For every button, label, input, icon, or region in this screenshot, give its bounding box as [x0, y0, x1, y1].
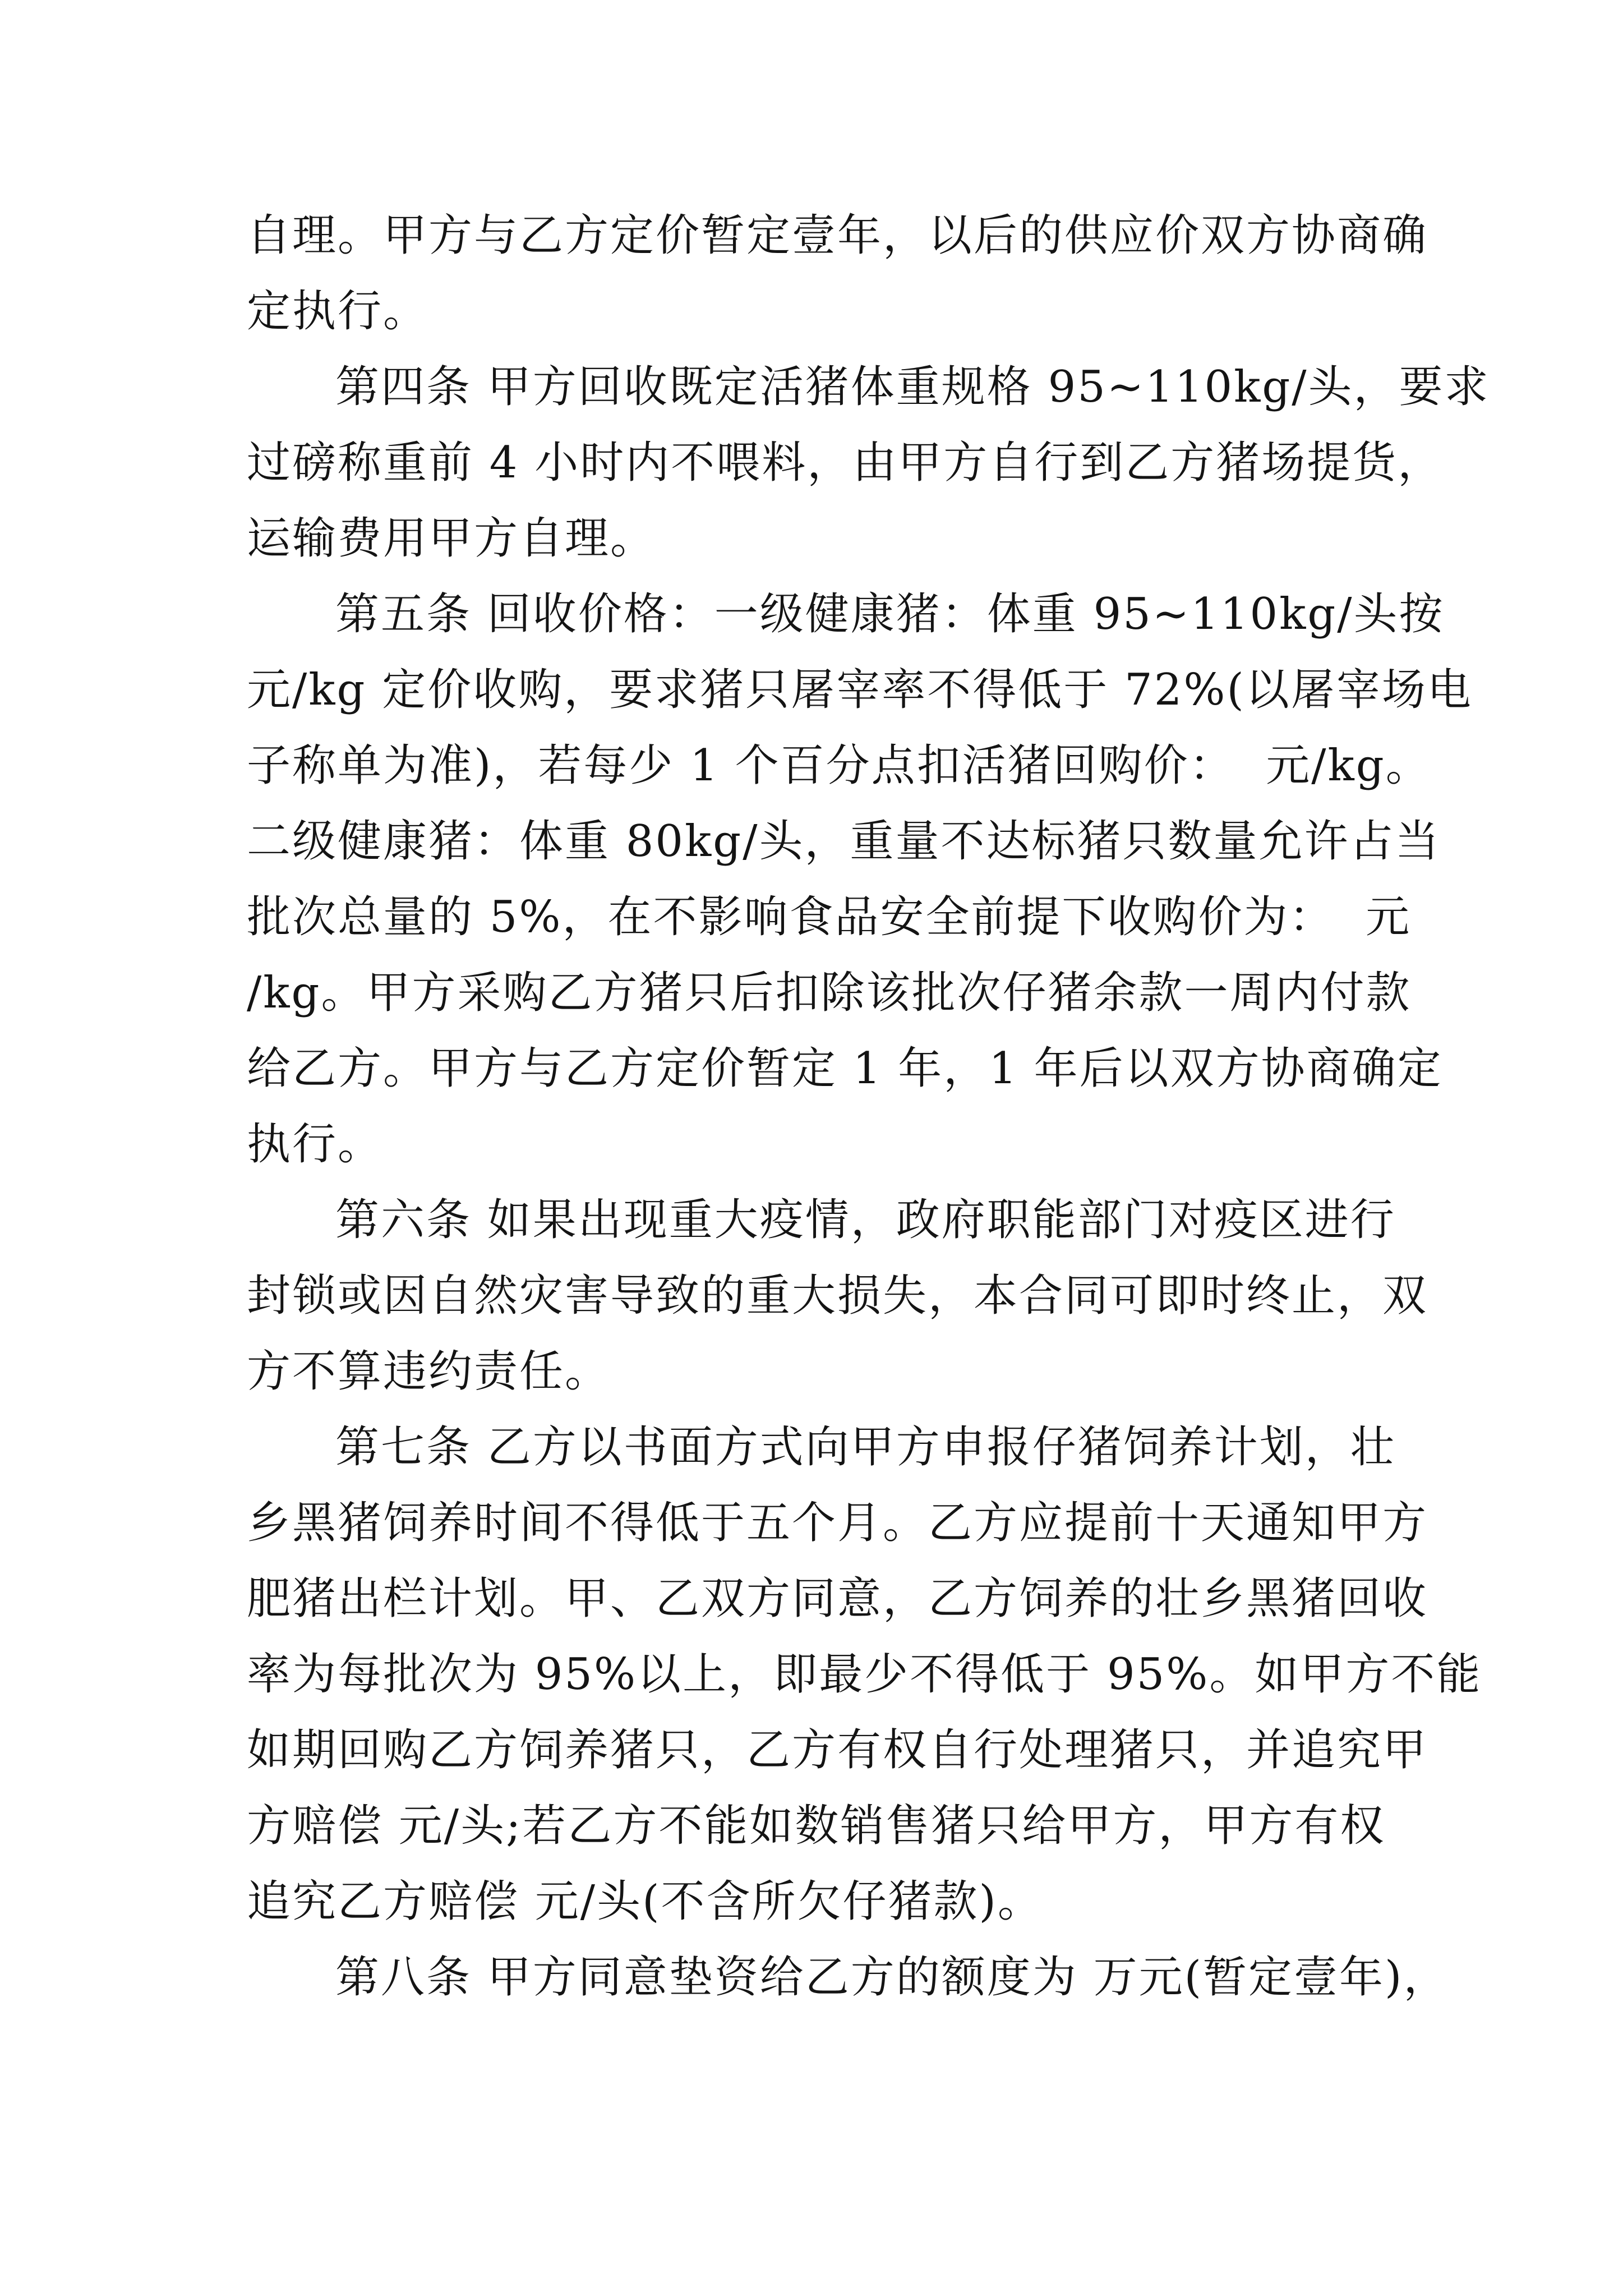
text-line: 第八条 甲方同意垫资给乙方的额度为 万元(暂定壹年)， — [335, 1952, 1449, 2003]
text-line: 第七条 乙方以书面方式向甲方申报仔猪饲养计划，壮 — [335, 1422, 1396, 1473]
text-line: 给乙方。甲方与乙方定价暂定 1 年，1 年后以双方协商确定 — [247, 1043, 1443, 1094]
text-line: 乡黑猪饲养时间不得低于五个月。乙方应提前十天通知甲方 — [247, 1498, 1428, 1548]
text-line: 运输费用甲方自理。 — [247, 513, 656, 564]
text-line: /kg。甲方采购乙方猪只后扣除该批次仔猪余款一周内付款 — [247, 968, 1412, 1018]
text-line: 元/kg 定价收购，要求猪只屠宰率不得低于 72%(以屠宰场电 — [247, 665, 1473, 715]
text-line: 追究乙方赔偿 元/头(不含所欠仔猪款)。 — [247, 1876, 1043, 1927]
text-line: 批次总量的 5%，在不影响食品安全前提下收购价为： 元 — [247, 892, 1412, 942]
text-line: 过磅称重前 4 小时内不喂料，由甲方自行到乙方猪场提货， — [247, 438, 1444, 488]
text-line: 执行。 — [247, 1119, 384, 1170]
text-line: 第四条 甲方回收既定活猪体重规格 95~110kg/头，要求 — [335, 362, 1490, 412]
text-line: 方赔偿 元/头;若乙方不能如数销售猪只给甲方，甲方有权 — [247, 1801, 1386, 1851]
text-line: 自理。甲方与乙方定价暂定壹年，以后的供应价双方协商确 — [247, 210, 1428, 261]
text-line: 子称单为准)，若每少 1 个百分点扣活猪回购价： 元/kg。 — [247, 740, 1431, 791]
text-line: 二级健康猪：体重 80kg/头，重量不达标猪只数量允许占当 — [247, 816, 1441, 867]
text-line: 封锁或因自然灾害导致的重大损失，本合同可即时终止，双 — [247, 1271, 1428, 1321]
text-line: 第五条 回收价格：一级健康猪：体重 95~110kg/头按 — [335, 589, 1445, 639]
text-line: 定执行。 — [247, 286, 429, 337]
text-line: 肥猪出栏计划。甲、乙双方同意，乙方饲养的壮乡黑猪回收 — [247, 1573, 1428, 1624]
text-line: 第六条 如果出现重大疫情，政府职能部门对疫区进行 — [335, 1195, 1396, 1245]
text-line: 方不算违约责任。 — [247, 1346, 611, 1397]
text-line: 如期回购乙方饲养猪只，乙方有权自行处理猪只，并追究甲 — [247, 1725, 1428, 1775]
text-line: 率为每批次为 95%以上，即最少不得低于 95%。如甲方不能 — [247, 1649, 1482, 1700]
